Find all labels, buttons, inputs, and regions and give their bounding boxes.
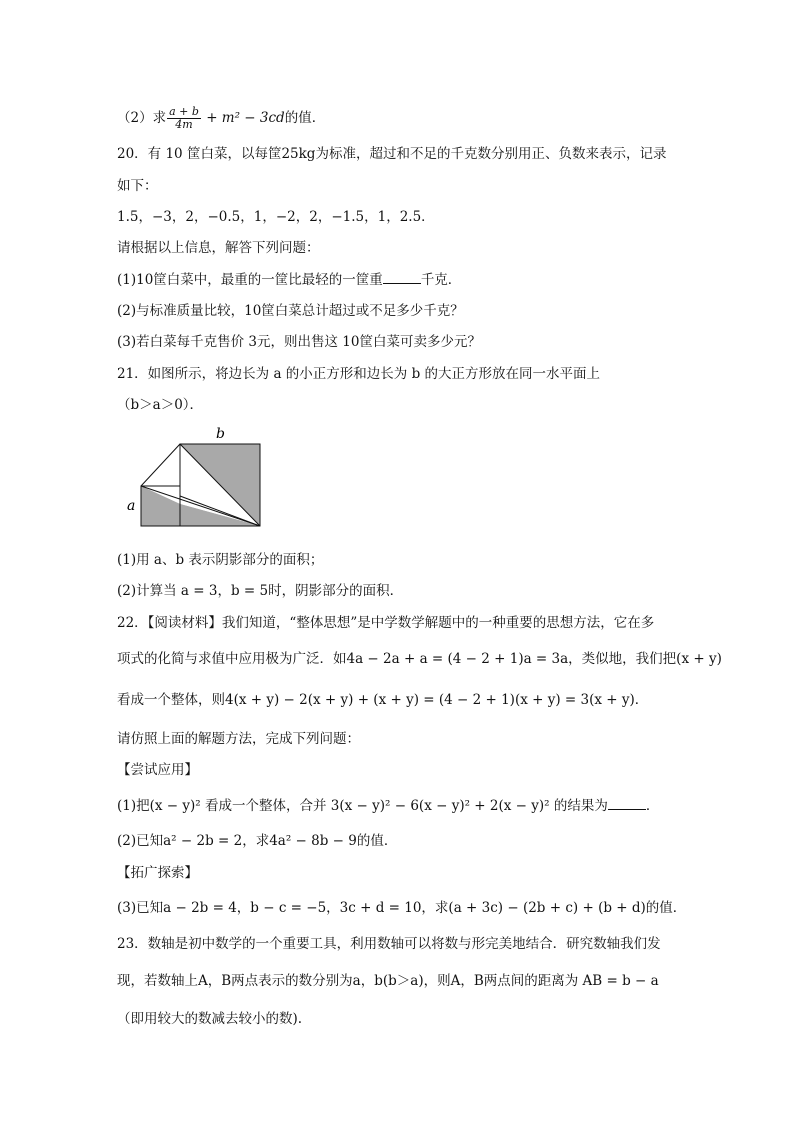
label-a: a <box>127 498 136 514</box>
q19-part2: （2）求 $\frac{a + b}{4m}$ + m² − 3cd的值． <box>117 105 326 131</box>
q20-part2: (2)与标准质量比较，10筐白菜总计超过或不足多少千克？ <box>117 303 464 319</box>
q20-stem-line2: 如下： <box>117 178 158 194</box>
q21-part1: (1)用 a、b 表示阴影部分的面积； <box>117 552 324 568</box>
q22-stem-line1: 22．【阅读材料】我们知道，“整体思想”是中学数学解题中的一种重要的思想方法，它在多 <box>117 615 655 631</box>
q20-stem-line1: 20．有 10 筐白菜，以每筐25kg为标准，超过和不足的千克数分别用正、负数来表示，记录 <box>117 146 667 162</box>
q22-heading-try: 【尝试应用】 <box>117 762 198 778</box>
q20-data: 1.5，−3，2，−0.5，1，−2，2，−1.5，1，2.5． <box>117 209 435 225</box>
q23-stem-line1: 23．数轴是初中数学的一个重要工具，利用数轴可以将数与形完美地结合．研究数轴我们发 <box>117 936 661 952</box>
q22-intro: 请仿照上面的解题方法，完成下列问题： <box>117 731 360 747</box>
q23-stem-line3: （即用较大的数减去较小的数). <box>117 1011 303 1027</box>
q22-stem-line2: 项式的化简与求值中应用极为广泛．如4a − 2a + a = (4 − 2 + 1)a = 3a，类似地，我们把(x + y) <box>117 651 722 667</box>
squares-figure <box>124 424 264 534</box>
q22-part3: (3)已知a − 2b = 4，b − c = −5，3c + d = 10，求(a + 3c) − (2b + c) + (b + d)的值． <box>117 900 687 916</box>
q20-part1: (1)10筐白菜中，最重的一筐比最轻的一筐重 千克． <box>117 272 462 288</box>
q20-intro: 请根据以上信息，解答下列问题： <box>117 240 320 256</box>
q22-stem-line3: 看成一个整体，则4(x + y) − 2(x + y) + (x + y) = (4 − 2 + 1)(x + y) = 3(x + y)． <box>117 692 649 708</box>
q22-part2: (2)已知a² − 2b = 2，求4a² − 8b − 9的值． <box>117 833 398 849</box>
answer-blank <box>608 797 646 810</box>
fraction: $\frac{a + b}{4m}$ <box>169 105 199 131</box>
q20-part3: (3)若白菜每千克售价 3元，则出售这 10筐白菜可卖多少元？ <box>117 334 481 350</box>
answer-blank <box>383 271 421 284</box>
q21-part2: (2)计算当 a = 3，b = 5时，阴影部分的面积． <box>117 583 404 599</box>
q22-part1: (1)把(x − y)² 看成一个整体，合并 3(x − y)² − 6(x − y)² + 2(x − y)² 的结果为 ． <box>117 798 660 814</box>
q21-stem-line1: 21．如图所示，将边长为 a 的小正方形和边长为 b 的大正方形放在同一水平面上 <box>117 366 601 382</box>
q22-heading-explore: 【拓广探索】 <box>117 865 198 881</box>
q23-stem-line2: 现，若数轴上A，B两点表示的数分别为a，b(b＞a)，则A，B两点间的距离为 AB = b − a <box>117 973 659 989</box>
q21-stem-line2: （b＞a＞0）． <box>117 397 204 413</box>
label-b: b <box>216 426 225 442</box>
